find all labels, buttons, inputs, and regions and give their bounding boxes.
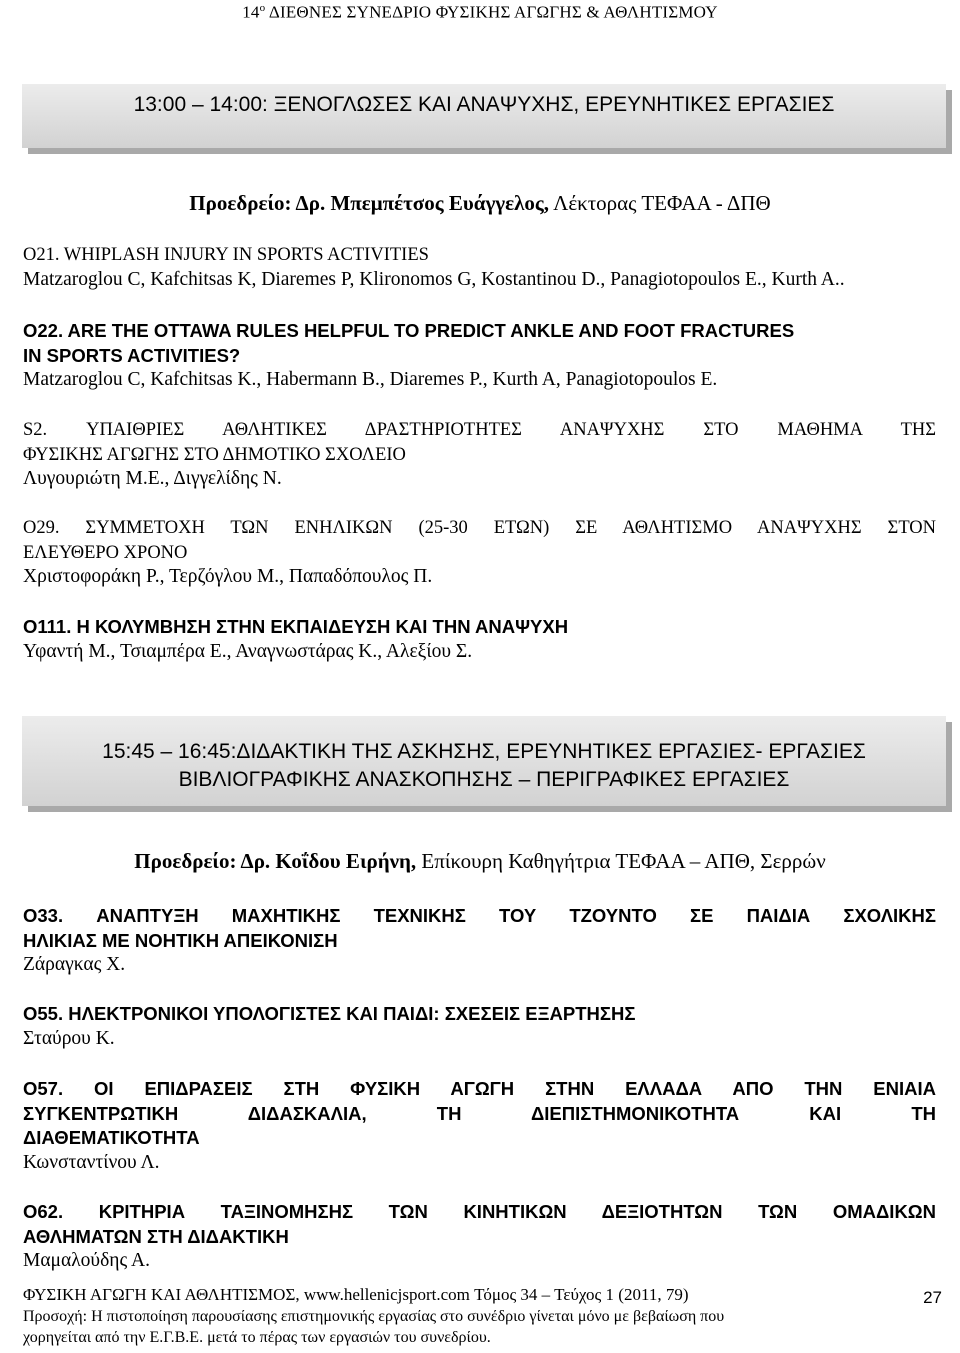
paper-title-line2: IN SPORTS ACTIVITIES? [23,344,241,366]
footer-journal [23,1284,903,1306]
paper-title-line1: O29. ΣΥΜΜΕΤΟΧΗ ΤΩΝ ΕΝΗΛΙΚΩΝ (25-30 ΕΤΩΝ) ΣΕ ΑΘΛΗΤΙΣΜΟ ΑΝΑΨΥΧΗΣ ΣΤΟΝ [23,518,936,538]
header-ordinal: ο [259,2,266,14]
paper-o55 [23,1002,936,1051]
header-title: ΔΙΕΘΝΕΣ ΣΥΝΕΔΡΙΟ ΦΥΣΙΚΗΣ ΑΓΩΓΗΣ & ΑΘΛΗΤΙΣΜΟΥ [265,2,718,22]
session1-banner-text: 13:00 – 14:00: ΞΕΝΟΓΛΩΣΕΣ ΚΑΙ ΑΝΑΨΥΧΗΣ, ΕΡΕΥΝΗΤΙΚΕΣ ΕΡΓΑΣΙΕΣ [133,93,835,116]
session2-banner [22,716,946,806]
paper-title-line2: ΗΛΙΚΙΑΣ ΜΕ ΝΟΗΤΙΚΗ ΑΠΕΙΚΟΝΙΣΗ [23,929,338,951]
session1-chair-name: Προεδρείο: Δρ. Μπεμπέτσος Ευάγγελος, [189,191,550,215]
paper-title: O111. Η ΚΟΛΥΜΒΗΣΗ ΣΤΗΝ ΕΚΠΑΙΔΕΥΣΗ ΚΑΙ ΤΗΝ ΑΝΑΨΥΧΗ [23,616,569,637]
session2-chair-name: Προεδρείο: Δρ. Κοΐδου Ειρήνη, [134,849,417,873]
paper-authors: Ζάραγκας Χ. [23,954,126,975]
paper-s2 [23,418,936,492]
paper-authors: Κωνσταντίνου Λ. [23,1151,160,1173]
session1-chair [0,191,960,216]
paper-title: O55. ΗΛΕΚΤΡΟΝΙΚΟΙ ΥΠΟΛΟΓΙΣΤΕΣ ΚΑΙ ΠΑΙΔΙ: ΣΧΕΣΕΙΣ ΕΞΑΡΤΗΣΗΣ [23,1003,636,1024]
paper-title-line1: O33. ΑΝΑΠΤΥΞΗ ΜΑΧΗΤΙΚΗΣ ΤΕΧΝΙΚΗΣ ΤΟΥ ΤΖΟΥΝΤΟ ΣΕ ΠΑΙΔΙΑ ΣΧΟΛΙΚΗΣ [23,905,936,926]
paper-o22 [23,319,936,393]
paper-title-line3: ΔΙΑΘΕΜΑΤΙΚΟΤΗΤΑ [23,1127,200,1148]
session2-banner-line1: 15:45 – 16:45:ΔΙΔΑΚΤΙΚΗ ΤΗΣ ΑΣΚΗΣΗΣ, ΕΡΕΥΝΗΤΙΚΕΣ ΕΡΓΑΣΙΕΣ- ΕΡΓΑΣΙΕΣ [102,740,866,763]
paper-title-line1: O22. ARE THE OTTAWA RULES HELPFUL TO PREDICT ANKLE AND FOOT FRACTURES [23,320,795,341]
paper-o33 [23,904,936,978]
paper-o29 [23,516,936,590]
session2-chair [0,849,960,874]
footer-notice [23,1306,903,1348]
paper-authors: Matzaroglou C, Kafchitsas K, Diaremes P, Klironomos G, Kostantinou D., Panagiotopoulos E., Kurth A.. [23,268,845,290]
footer-journal-line: ΦΥΣΙΚΗ ΑΓΩΓΗ ΚΑΙ ΑΘΛΗΤΙΣΜΟΣ, www.hellenicjsport.com Τόμος 34 – Τεύχος 1 (2011, 79) [23,1285,689,1304]
paper-o62 [23,1200,936,1274]
paper-title-line2: ΑΘΛΗΜΑΤΩΝ ΣΤΗ ΔΙΔΑΚΤΙΚΗ [23,1225,289,1247]
footer-notice-line2: χορηγείται από την Ε.Γ.Β.Ε. μετά το πέρας των εργασιών του συνεδρίου. [23,1329,491,1346]
session1-chair-role: Λέκτορας ΤΕΦΑΑ - ΔΠΘ [549,191,771,215]
page-number: 27 [923,1288,942,1307]
session2-banner-line2: ΒΙΒΛΙΟΓΡΑΦΙΚΗΣ ΑΝΑΣΚΟΠΗΣΗΣ – ΠΕΡΙΓΡΑΦΙΚΕΣ ΕΡΓΑΣΙΕΣ [178,768,790,791]
session1-banner [22,84,946,148]
header-number: 14 [242,2,260,22]
paper-title: O21. WHIPLASH INJURY IN SPORTS ACTIVITIES [23,245,429,265]
paper-title-line1: O62. ΚΡΙΤΗΡΙΑ ΤΑΞΙΝΟΜΗΣΗΣ ΤΩΝ ΚΙΝΗΤΙΚΩΝ ΔΕΞΙΟΤΗΤΩΝ ΤΩΝ ΟΜΑΔΙΚΩΝ [23,1201,936,1222]
paper-authors: Matzaroglou C, Kafchitsas K., Habermann B., Diaremes P., Kurth A, Panagiotopoulos E. [23,369,718,390]
paper-authors: Λυγουριώτη Μ.Ε., Διγγελίδης Ν. [23,468,282,489]
paper-title-line1: O57. ΟΙ ΕΠΙΔΡΑΣΕΙΣ ΣΤΗ ΦΥΣΙΚΗ ΑΓΩΓΗ ΣΤΗΝ ΕΛΛΑΔΑ ΑΠΟ ΤΗΝ ΕΝΙΑΙΑ [23,1078,936,1099]
paper-o57 [23,1077,936,1175]
paper-title-line2: ΣΥΓΚΕΝΤΡΩΤΙΚΗ ΔΙΔΑΣΚΑΛΙΑ, ΤΗ ΔΙΕΠΙΣΤΗΜΟΝΙΚΟΤΗΤΑ ΚΑΙ ΤΗ [23,1102,936,1124]
paper-title-line2: ΕΛΕΥΘΕΡΟ ΧΡΟΝΟ [23,542,188,563]
footer-notice-line1: Προσοχή: Η πιστοποίηση παρουσίασης επιστημονικής εργασίας στο συνέδριο γίνεται μόνο με βεβαίωση που [23,1308,725,1325]
session2-chair-role: Επίκουρη Καθηγήτρια ΤΕΦΑΑ – ΑΠΘ, Σερρών [416,849,826,873]
paper-authors: Σταύρου Κ. [23,1027,115,1049]
paper-o111 [23,615,936,664]
paper-authors: Χριστοφοράκη Ρ., Τερζόγλου Μ., Παπαδόπουλος Π. [23,566,433,587]
paper-o21 [23,243,936,292]
paper-title-line2: ΦΥΣΙΚΗΣ ΑΓΩΓΗΣ ΣΤΟ ΔΗΜΟΤΙΚΟ ΣΧΟΛΕΙΟ [23,444,406,465]
paper-authors: Μαμαλούδης Α. [23,1250,150,1271]
paper-title-line1: S2. ΥΠΑΙΘΡΙΕΣ ΑΘΛΗΤΙΚΕΣ ΔΡΑΣΤΗΡΙΟΤΗΤΕΣ ΑΝΑΨΥΧΗΣ ΣΤΟ ΜΑΘΗΜΑ ΤΗΣ [23,420,936,440]
running-header [0,2,960,23]
paper-authors: Υφαντή Μ., Τσιαμπέρα Ε., Αναγνωστάρας Κ., Αλεξίου Σ. [23,640,473,662]
